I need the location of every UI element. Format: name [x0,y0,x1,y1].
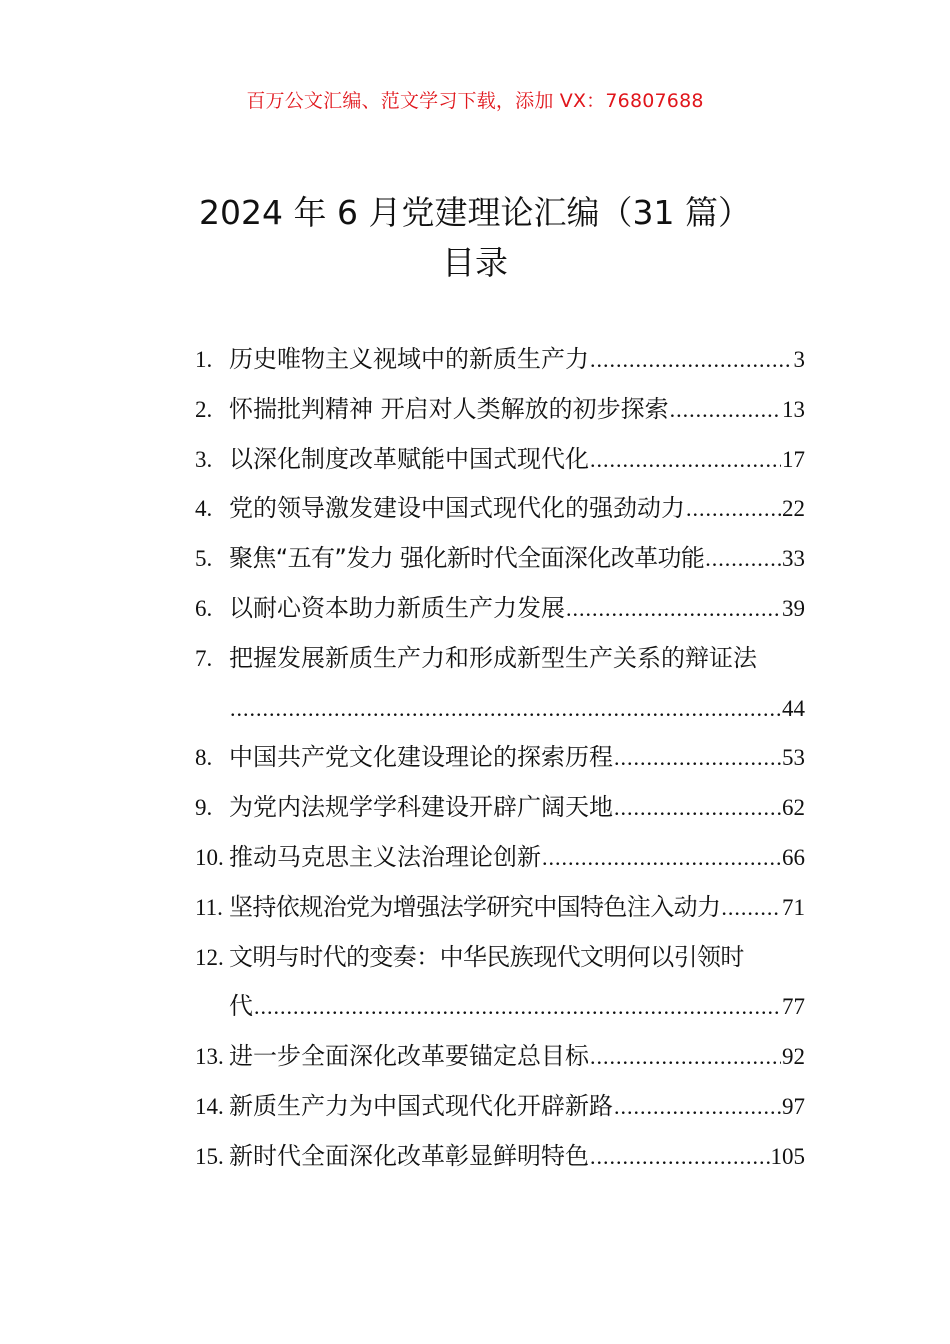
dot-leader [614,783,781,833]
toc-page: 77 [782,994,805,1020]
dot-leader [721,883,781,933]
toc-entry-9[interactable] [195,783,805,833]
toc-title: 中国共产党文化建设理论的探索历程 [229,743,613,772]
toc-number: 6. [195,595,213,621]
dot-leader [590,1132,770,1182]
toc-entry-3[interactable] [195,435,805,485]
toc-title-continued: 代 [229,992,253,1021]
toc-title: 进一步全面深化改革要锚定总目标 [229,1042,589,1071]
dot-leader [542,833,781,883]
toc-number: 9. [195,795,213,821]
toc-number: 7. [195,645,213,671]
toc-entry-8[interactable] [195,733,805,783]
toc-entry-12-continued[interactable] [195,982,805,1032]
dot-leader [254,982,781,1032]
dot-leader [670,385,781,435]
toc-page: 53 [782,745,805,771]
toc-number: 11. [195,894,223,920]
toc-page: 22 [782,496,805,522]
dot-leader [566,584,781,634]
toc-page: 13 [782,396,805,422]
toc-page: 39 [782,595,805,621]
toc-entry-10[interactable] [195,833,805,883]
toc-entry-1[interactable] [195,335,805,385]
toc-entry-2[interactable] [195,385,805,435]
toc-entry-13[interactable] [195,1032,805,1082]
toc-title: 聚焦“五有”发力 强化新时代全面深化改革功能 [229,544,705,573]
toc-page: 17 [782,446,805,472]
table-of-contents [195,335,805,1182]
toc-entry-4[interactable] [195,484,805,534]
toc-number: 4. [195,496,213,522]
toc-title: 以耐心资本助力新质生产力发展 [229,593,565,622]
toc-entry-11[interactable] [195,883,805,933]
toc-number: 13. [195,1044,224,1070]
toc-entry-7[interactable] [195,634,805,684]
toc-entry-6[interactable] [195,584,805,634]
toc-number: 1. [195,347,213,372]
toc-number: 15. [195,1143,224,1169]
toc-title: 怀揣批判精神 开启对人类解放的初步探索 [229,394,669,423]
toc-number: 5. [195,546,213,572]
toc-title: 推动马克思主义法治理论创新 [229,842,541,871]
toc-page: 62 [782,795,805,821]
toc-title: 新时代全面深化改革彰显鲜明特色 [229,1141,589,1170]
dot-leader [590,435,781,485]
toc-number: 3. [195,446,213,472]
document-title: 2024 年 6 月党建理论汇编（31 篇） [199,193,751,232]
toc-page: 33 [782,546,805,572]
toc-entry-14[interactable] [195,1082,805,1132]
toc-entry-7-continued[interactable] [195,684,805,734]
toc-title: 文明与时代的变奏：中华民族现代文明何以引领时 [229,942,744,971]
toc-title: 历史唯物主义视域中的新质生产力 [229,345,589,373]
toc-number: 10. [195,844,224,870]
toc-page: 105 [770,1143,805,1169]
dot-leader [590,1032,781,1082]
toc-title: 党的领导激发建设中国式现代化的强劲动力 [229,494,685,523]
toc-page: 92 [782,1044,805,1070]
toc-entry-15[interactable] [195,1132,805,1182]
toc-entry-12[interactable] [195,933,805,983]
toc-number: 12. [195,944,224,970]
toc-page: 44 [782,695,805,721]
toc-title: 把握发展新质生产力和形成新型生产关系的辩证法 [229,643,757,672]
toc-page: 71 [782,894,805,920]
toc-page: 66 [782,844,805,870]
dot-leader [614,1082,781,1132]
toc-title: 新质生产力为中国式现代化开辟新路 [229,1091,613,1120]
watermark-banner: 百万公文汇编、范文学习下载，添加 VX：76807688 [246,90,704,112]
dot-leader [590,335,793,385]
toc-number: 14. [195,1093,224,1119]
toc-entry-5[interactable] [195,534,805,584]
dot-leader [686,484,781,534]
toc-page: 3 [793,347,805,372]
toc-title: 以深化制度改革赋能中国式现代化 [229,444,589,473]
dot-leader [614,733,781,783]
dot-leader [230,684,781,734]
toc-number: 8. [195,745,213,771]
toc-title: 坚持依规治党为增强法学研究中国特色注入动力 [229,892,721,921]
toc-number: 2. [195,396,213,422]
dot-leader [705,534,781,584]
toc-page: 97 [782,1093,805,1119]
toc-title: 为党内法规学学科建设开辟广阔天地 [229,793,613,822]
toc-heading: 目录 [442,243,508,282]
